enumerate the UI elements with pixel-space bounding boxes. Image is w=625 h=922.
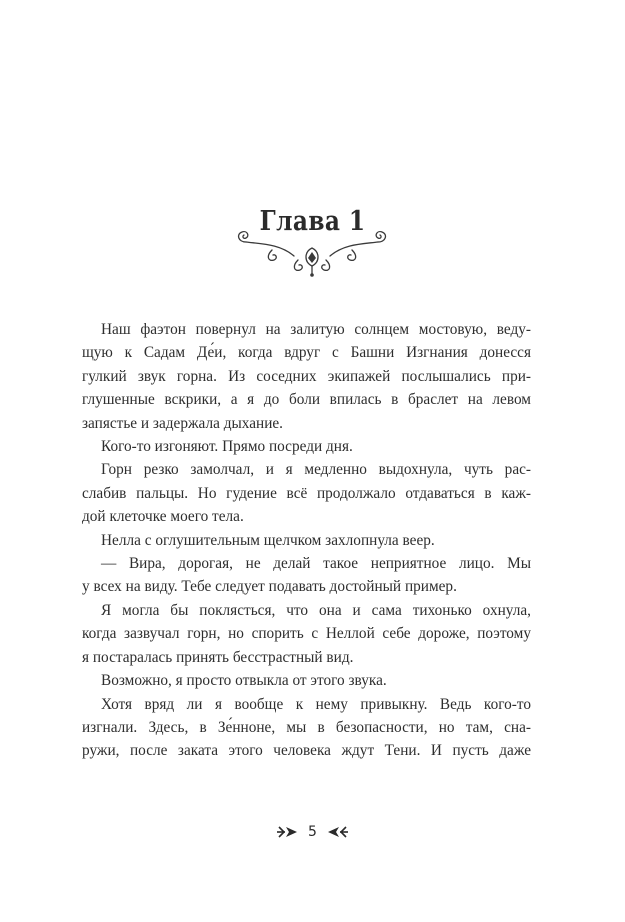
text-line: Горн резко замолчал, и я медленно выдохнула, чуть рас- xyxy=(101,461,531,479)
text-line: глушенные вскрики, а я до боли впилась в браслет на левом xyxy=(82,391,531,409)
chapter-title: Глава 1 xyxy=(259,206,366,237)
text-line: Нелла с оглушительным щелчком захлопнула веер. xyxy=(101,531,435,549)
text-line: когда зазвучал горн, но спорить с Неллой себе дороже, поэтому xyxy=(82,625,531,643)
paragraph xyxy=(82,599,531,669)
paragraph xyxy=(82,693,531,763)
text-line: Я могла бы поклясться, что она и сама тихонько охнула, xyxy=(101,601,531,619)
paragraph xyxy=(82,458,531,528)
flourish-ornament-icon xyxy=(232,222,392,280)
text-line: у всех на виду. Тебе следует подавать достойный пример. xyxy=(82,578,457,596)
text-line: дой клеточке моего тела. xyxy=(82,508,244,526)
text-line: щую к Садам Де́и, когда вдруг с Башни Изгнания донесся xyxy=(82,344,531,362)
body-text xyxy=(82,318,531,763)
text-line: изгнали. Здесь, в Зе́нноне, мы в безопасности, но там, сна- xyxy=(82,718,531,736)
text-line: ружи, после заката этого человека ждут Тени. И пусть даже xyxy=(82,742,531,760)
paragraph xyxy=(82,318,531,435)
page-footer xyxy=(0,823,625,840)
text-line: слабив пальцы. Но гудение всё продолжало отдаваться в каж- xyxy=(82,484,531,502)
page-number: 5 xyxy=(308,823,317,840)
text-line: — Вира, дорогая, не делай такое неприятное лицо. Мы xyxy=(101,555,531,573)
text-line: Хотя вряд ли я вообще к нему привыкну. Ведь кого-то xyxy=(101,695,531,713)
paragraph xyxy=(101,529,531,552)
text-line: гулкий звук горна. Из соседних экипажей послышались при- xyxy=(82,367,531,385)
text-line: Наш фаэтон повернул на залитую солнцем мостовую, веду- xyxy=(101,321,531,338)
arrow-right-icon xyxy=(276,826,298,838)
text-line: я постаралась принять бесстрастный вид. xyxy=(82,648,354,666)
text-line: Возможно, я просто отвыкла от этого звука. xyxy=(101,672,387,690)
arrow-left-icon xyxy=(327,826,349,838)
paragraph xyxy=(101,435,531,458)
text-line: Кого-то изгоняют. Прямо посреди дня. xyxy=(101,438,353,456)
paragraph xyxy=(82,552,531,599)
paragraph xyxy=(101,669,531,692)
text-line: запястье и задержала дыхание. xyxy=(82,414,284,432)
